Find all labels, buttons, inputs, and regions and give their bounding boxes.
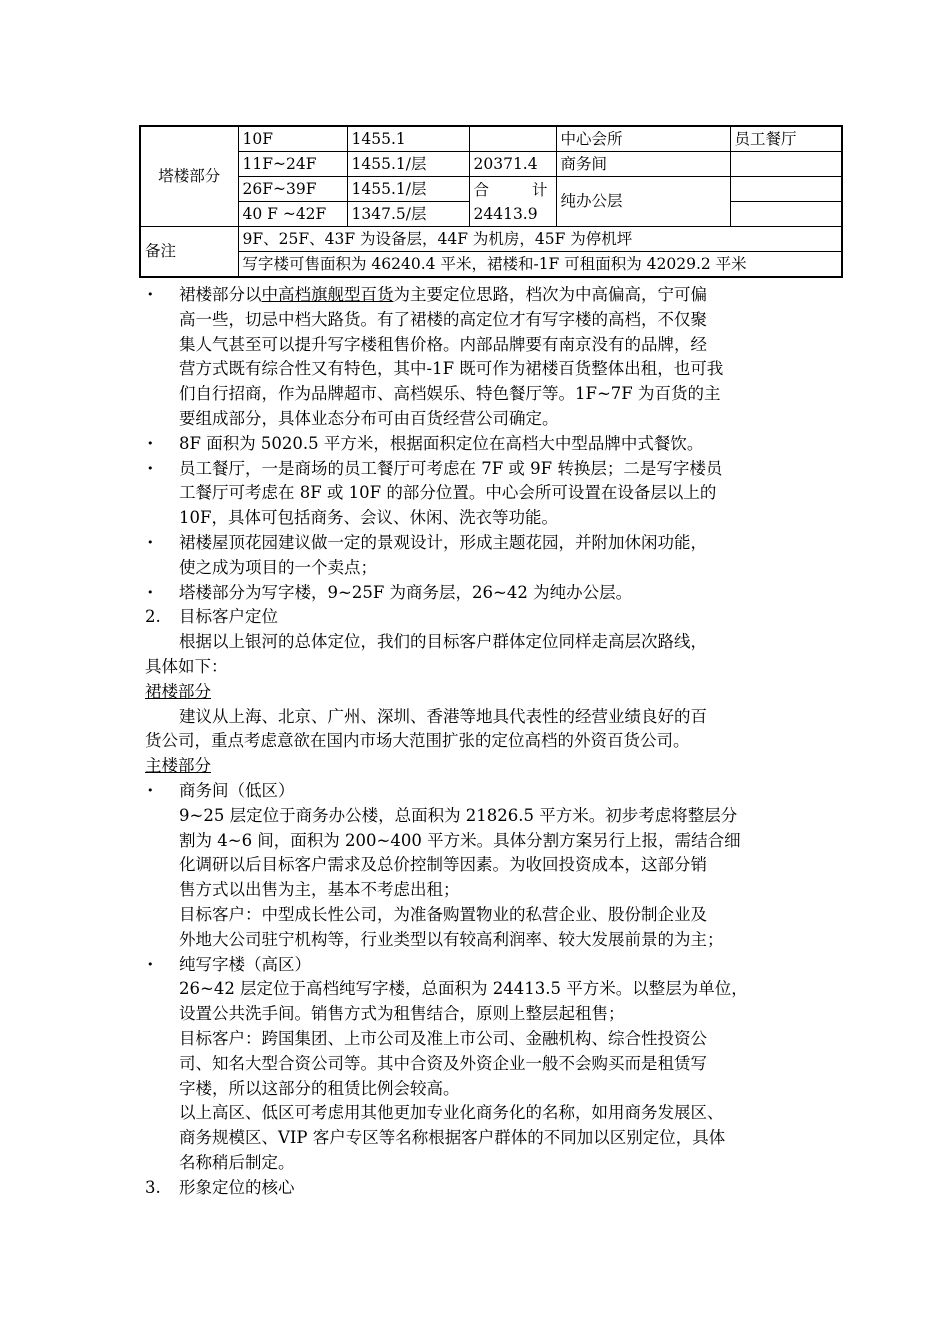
function-cell: 中心会所 (556, 126, 730, 152)
bullet-continuation: 司、知名大型合资公司等。其中合资及外资企业一般不会购买而是租赁写 (179, 1053, 707, 1073)
bullet-item: • 8F 面积为 5020.5 平方米，根据面积定位在高档大中型品牌中式餐饮。 (145, 432, 817, 457)
bullet-item: • 裙楼屋顶花园建议做一定的景观设计，形成主题花园，并附加休闲功能， (145, 531, 817, 556)
bullet-continuation: 售方式以出售为主，基本不考虑出租； (179, 880, 460, 900)
bullet-continuation: 10F，具体可包括商务、会议、休闲、洗衣等功能。 (179, 508, 558, 528)
bullet-item: • 裙楼部分以中高档旗舰型百货为主要定位思路，档次为中高偏高，宁可偏 (145, 283, 817, 308)
function-cell: 纯办公层 (556, 177, 730, 227)
bullet-continuation: 化调研以后目标客户需求及总价控制等因素。为收回投资成本，这部分销 (179, 855, 707, 875)
table-row (140, 152, 842, 177)
bullet-continuation: 高一些，切忌中档大路货。有了裙楼的高定位才有写字楼的高档，不仅聚 (179, 309, 707, 329)
bullet-continuation: 名称稍后制定。 (179, 1152, 295, 1172)
bullet-icon: • (147, 436, 154, 450)
subheading: 裙楼部分 (145, 681, 211, 701)
bullet-continuation: 工餐厅可考虑在 8F 或 10F 的部分位置。中心会所可设置在设备层以上的 (179, 483, 717, 503)
paragraph-line: 根据以上银河的总体定位，我们的目标客户群体定位同样走高层次路线， (179, 632, 707, 652)
paragraph-line: 货公司，重点考虑意欲在国内市场大范围扩张的定位高档的外资百货公司。 (145, 731, 690, 751)
bullet-icon: • (147, 585, 154, 599)
table-row (140, 126, 842, 152)
bullet-icon: • (147, 288, 154, 301)
area-cell: 1455.1/层 (347, 152, 469, 177)
total-value: 24413.9 (473, 204, 538, 223)
extra-cell (730, 152, 842, 177)
floor-cell: 40 F ~42F (238, 202, 347, 227)
bullet-item: • 商务间（低区） (145, 779, 817, 804)
subheading: 主楼部分 (145, 756, 211, 776)
bullet-continuation: 目标客户：中型成长性公司，为准备购置物业的私营企业、股份制企业及 (179, 904, 707, 924)
area-cell: 1455.1 (347, 126, 469, 152)
notes-label-cell: 备注 (140, 227, 238, 278)
extra-cell: 员工餐厅 (730, 126, 842, 152)
section-heading: 3. 形象定位的核心 (145, 1177, 295, 1197)
table-row (140, 252, 842, 278)
underlined-term: 中高档旗舰型百货 (261, 285, 394, 304)
floor-cell: 10F (238, 126, 347, 152)
floor-cell: 11F~24F (238, 152, 347, 177)
bullet-continuation: 使之成为项目的一个卖点； (179, 557, 377, 577)
section-label-cell: 塔楼部分 (140, 126, 238, 227)
bullet-item: • 塔楼部分为写字楼，9~25F 为商务层，26~42 为纯办公层。 (145, 581, 817, 606)
floor-cell: 26F~39F (238, 177, 347, 202)
bullet-icon: • (147, 535, 154, 549)
bullet-continuation: 割为 4~6 间，面积为 200~400 平方米。具体分割方案另行上报，需结合细 (179, 830, 741, 850)
bullet-continuation: 设置公共洗手间。销售方式为租售结合，原则上整层起租售； (179, 1004, 625, 1024)
bullet-item: • 员工餐厅，一是商场的员工餐厅可考虑在 7F 或 9F 转换层；二是写字楼员 (145, 457, 817, 482)
section-heading: 2. 目标客户定位 (145, 607, 278, 627)
extra-cell (730, 202, 842, 227)
area-cell: 1347.5/层 (347, 202, 469, 227)
bullet-continuation: 以上高区、低区可考虑用其他更加专业化商务化的名称，如用商务发展区、 (179, 1103, 724, 1123)
total-cell: 20371.4 (469, 152, 556, 177)
bullet-continuation: 字楼，所以这部分的租赁比例会较高。 (179, 1078, 460, 1098)
note-cell: 9F、25F、43F 为设备层，44F 为机房，45F 为停机坪 (238, 227, 842, 252)
note-cell: 写字楼可售面积为 46240.4 平米，裙楼和-1F 可租面积为 42029.2 平米 (238, 252, 842, 278)
floor-area-table (139, 125, 843, 278)
bullet-item: • 纯写字楼（高区） (145, 953, 817, 978)
bullet-icon: • (147, 957, 154, 971)
function-cell: 商务间 (556, 152, 730, 177)
bullet-continuation: 要组成部分，具体业态分布可由百货经营公司确定。 (179, 408, 559, 428)
bullet-continuation: 营方式既有综合性又有特色，其中-1F 既可作为裙楼百货整体出租，也可我 (179, 359, 724, 379)
extra-cell (730, 177, 842, 202)
table-row (140, 177, 842, 202)
bullet-continuation: 目标客户：跨国集团、上市公司及准上市公司、金融机构、综合性投资公 (179, 1028, 707, 1048)
paragraph-line: 建议从上海、北京、广州、深圳、香港等地具代表性的经营业绩良好的百 (179, 706, 707, 726)
bullet-continuation: 26~42 层定位于高档纯写字楼，总面积为 24413.5 平方米。以整层为单位， (179, 979, 748, 999)
bullet-icon: • (147, 783, 154, 797)
total-cell (469, 126, 556, 152)
bullet-continuation: 9~25 层定位于商务办公楼，总面积为 21826.5 平方米。初步考虑将整层分 (179, 805, 738, 825)
document-body (145, 283, 817, 1200)
bullet-continuation: 集人气甚至可以提升写字楼租售价格。内部品牌要有南京没有的品牌，经 (179, 334, 707, 354)
total-cell (469, 177, 556, 227)
bullet-continuation: 们自行招商，作为品牌超市、高档娱乐、特色餐厅等。1F~7F 为百货的主 (179, 384, 721, 404)
area-cell: 1455.1/层 (347, 177, 469, 202)
bullet-continuation: 外地大公司驻宁机构等，行业类型以有较高利润率、较大发展前景的为主； (179, 929, 724, 949)
table-row (140, 227, 842, 252)
total-label: 合 计 (473, 180, 548, 199)
bullet-continuation: 商务规模区、VIP 客户专区等名称根据客户群体的不同加以区别定位，具体 (179, 1128, 726, 1148)
paragraph-line: 具体如下： (145, 656, 228, 676)
bullet-icon: • (147, 461, 154, 475)
